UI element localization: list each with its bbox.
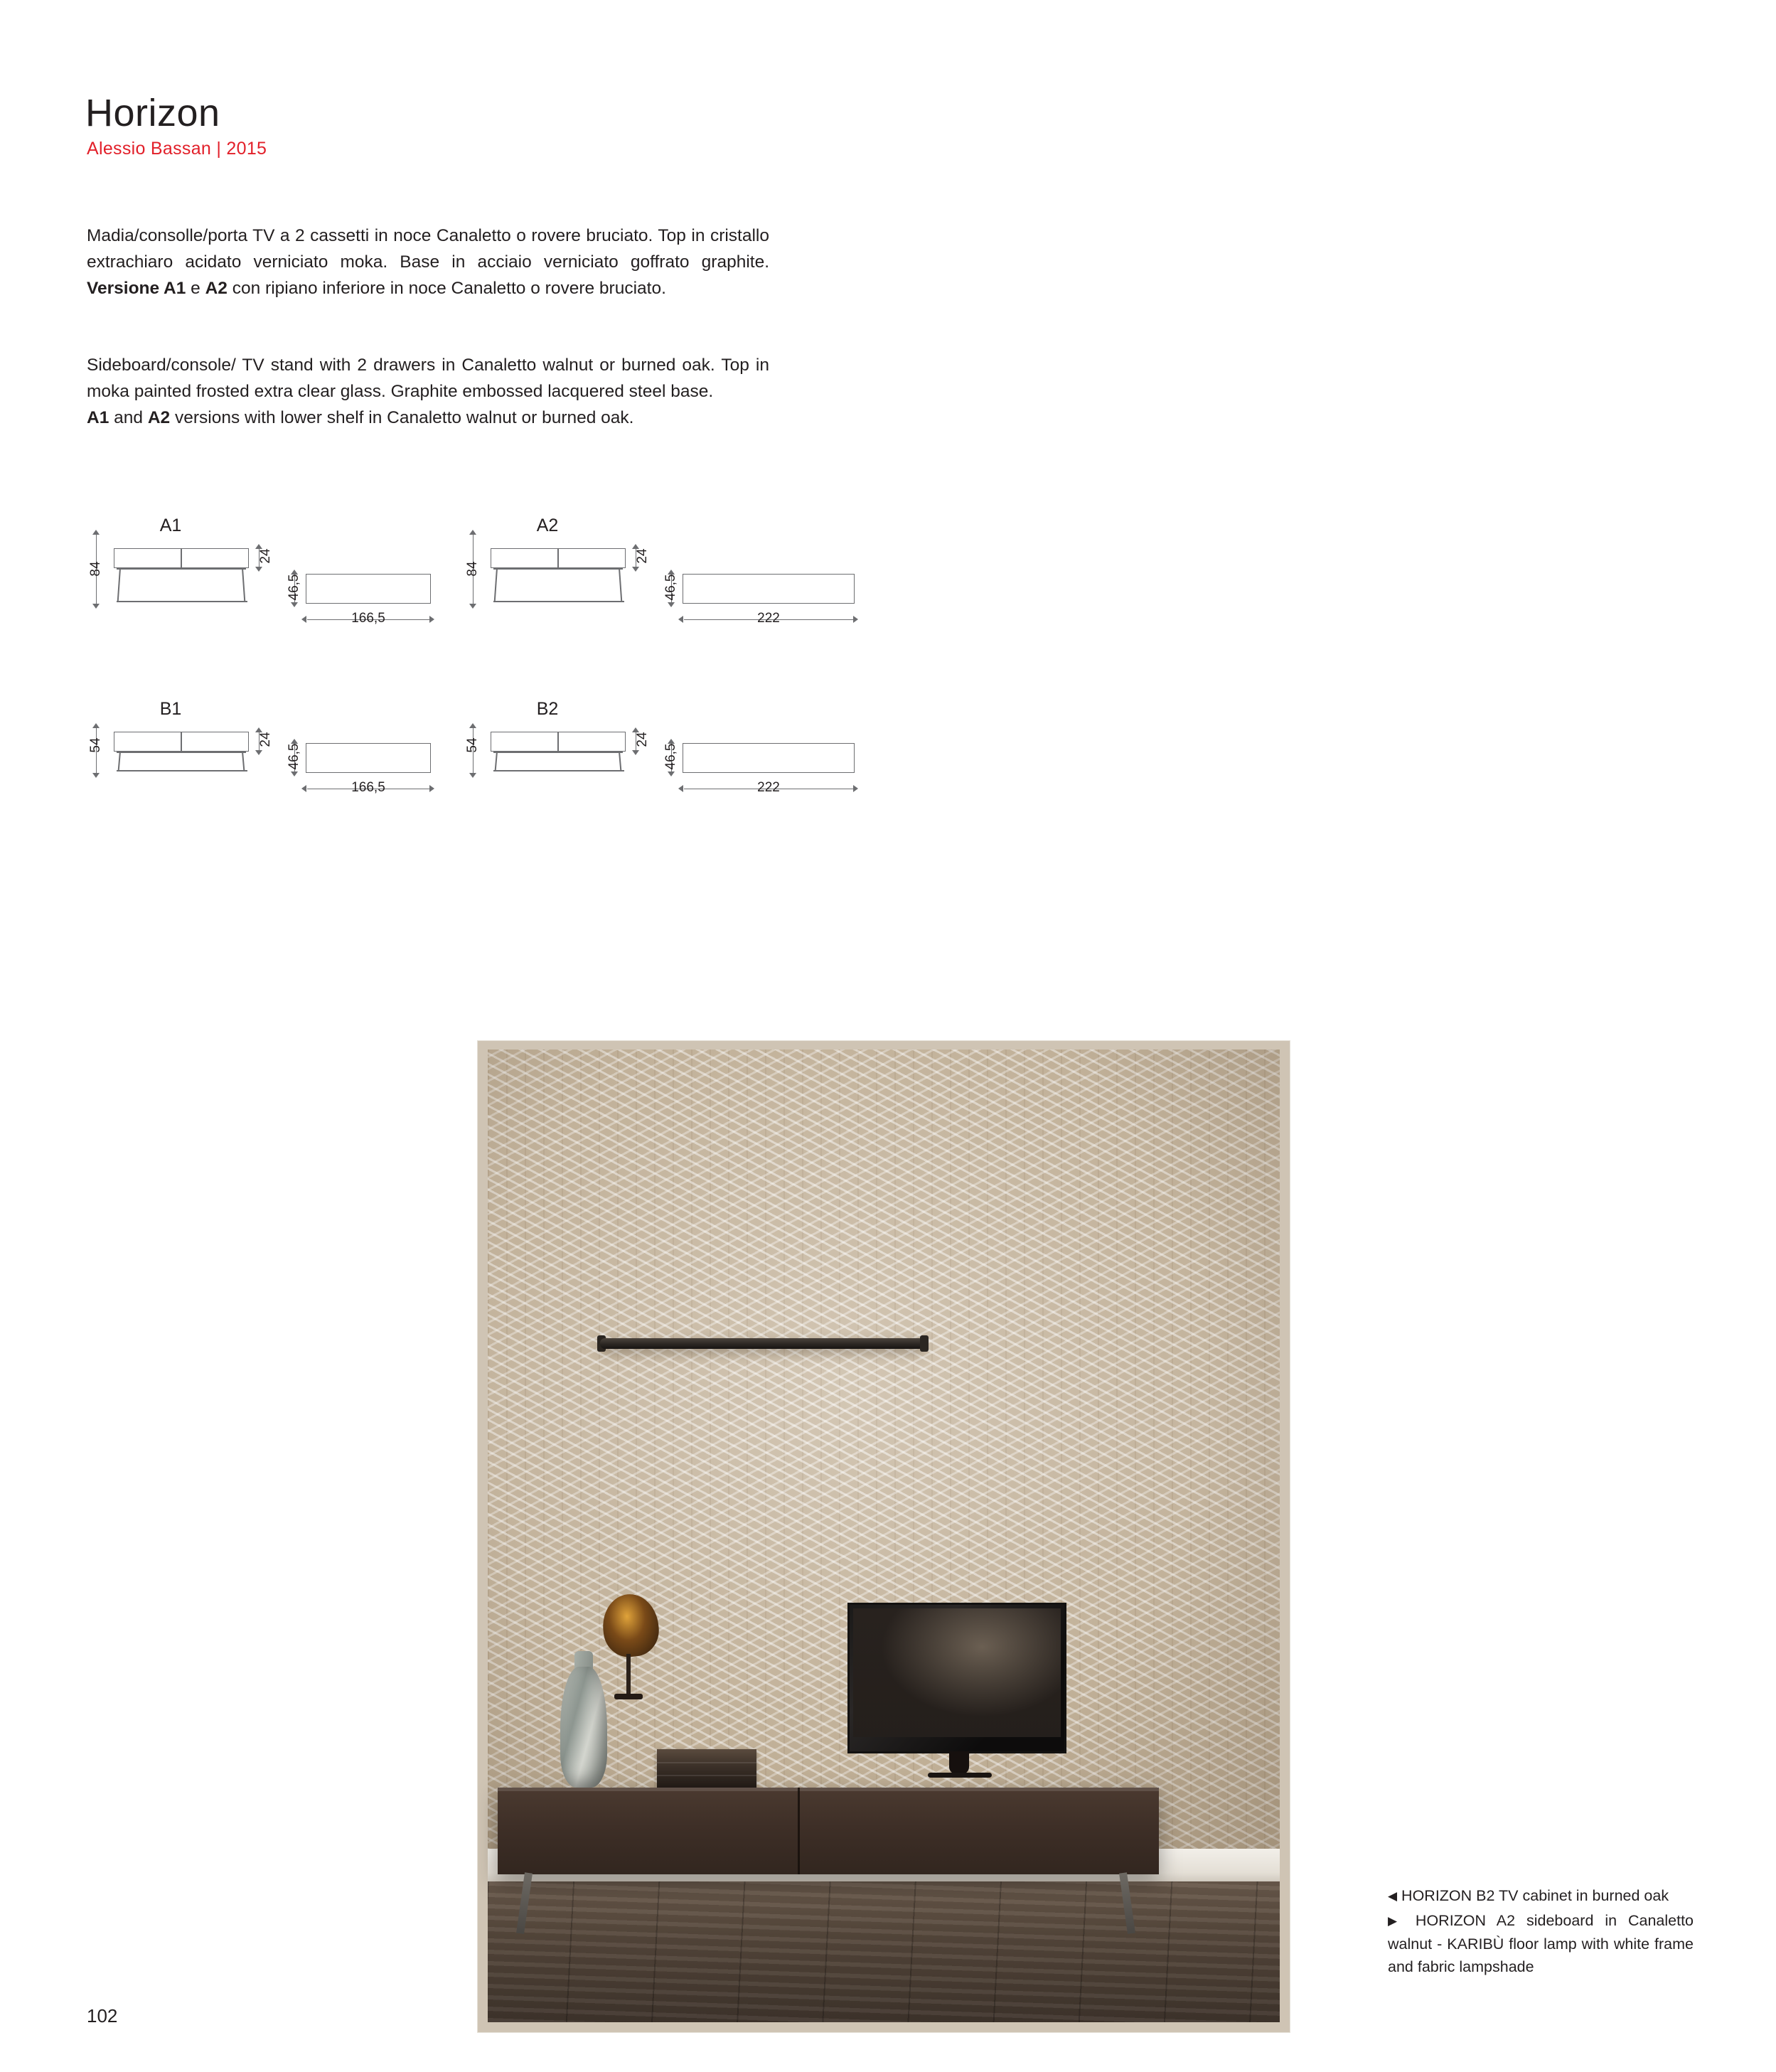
b1-width-value: 166,5 — [351, 780, 385, 795]
a2-height-value: 84 — [465, 561, 480, 577]
a1-height-arrow-top — [92, 530, 100, 535]
a2-thickness-value: 24 — [635, 548, 650, 564]
a1-floor-line — [117, 601, 247, 602]
b1-width-arrow-right — [429, 785, 434, 792]
b2-floor-line — [493, 770, 624, 771]
b1-depth-value: 46,5 — [287, 743, 301, 770]
b2-height-arrow-bottom — [469, 773, 476, 778]
tv-stand — [949, 1751, 969, 1774]
b2-front-shelf — [493, 752, 623, 753]
b1-height-value: 54 — [88, 737, 103, 753]
a1-leg-left — [117, 568, 121, 602]
stacked-books — [657, 1749, 756, 1788]
cabinet-top-highlight — [498, 1788, 1159, 1791]
b2-thickness-value: 24 — [635, 732, 650, 747]
b2-height-value: 54 — [465, 737, 480, 753]
wall-lamp-cap-right — [920, 1335, 929, 1352]
description-italian-bold1: Versione A1 — [87, 279, 186, 298]
b1-front-shelf — [117, 752, 246, 753]
a1-width-value: 166,5 — [351, 611, 385, 626]
caption-line-1-text: HORIZON B2 TV cabinet in burned oak — [1397, 1887, 1669, 1904]
description-english-mid1: and — [109, 408, 148, 427]
horizon-cabinet — [498, 1788, 1159, 1874]
description-english-part1: Sideboard/console/ TV stand with 2 drawers in Canaletto walnut or burned oak. Top in moka painted frosted extra clear glass. Graphite embossed lacquered steel base. — [87, 356, 769, 401]
b1-leg-left — [118, 752, 121, 771]
b2-width-arrow-right — [853, 785, 858, 792]
b1-floor-line — [117, 770, 247, 771]
a1-thickness-value: 24 — [258, 548, 273, 564]
shell-base — [614, 1694, 643, 1699]
caption-line-2 — [1388, 1909, 1694, 1978]
b2-height-arrow-top — [469, 723, 476, 728]
drawing-a2-label: A2 — [536, 516, 559, 535]
cabinet-drawer-seam — [798, 1788, 800, 1874]
a1-front-divider — [181, 548, 182, 568]
b1-height-arrow-bottom — [92, 773, 100, 778]
a1-height-arrow-bottom — [92, 604, 100, 609]
description-english-bold1: A1 — [87, 408, 109, 427]
b2-leg-right — [619, 752, 621, 771]
a2-leg-left — [494, 568, 498, 602]
a2-width-arrow-right — [853, 616, 858, 623]
b1-height-arrow-top — [92, 723, 100, 728]
drawing-b1-label: B1 — [159, 699, 182, 719]
description-italian — [87, 223, 769, 301]
b2-depth-value: 46,5 — [663, 743, 678, 770]
a2-width-arrow-left — [678, 616, 683, 623]
wooden-floor — [488, 1881, 1280, 2022]
drawing-a1-label: A1 — [159, 516, 182, 535]
photo-caption — [1388, 1884, 1694, 1978]
a1-width-arrow-right — [429, 616, 434, 623]
drawing-b2-label: B2 — [536, 699, 559, 719]
description-italian-mid1: e — [186, 279, 205, 298]
a1-height-value: 84 — [88, 561, 103, 577]
designer-year: Alessio Bassan | 2015 — [87, 139, 267, 159]
b2-front-divider — [557, 732, 559, 752]
a1-width-arrow-left — [301, 616, 306, 623]
description-english-part2: versions with lower shelf in Canaletto walnut or burned oak. — [170, 408, 634, 427]
left-triangle-icon: ◀ — [1388, 1889, 1398, 1903]
a1-front-shelf — [117, 568, 246, 570]
b1-width-arrow-left — [301, 785, 306, 792]
wall-lamp — [600, 1338, 924, 1349]
a2-depth-value: 46,5 — [663, 574, 678, 601]
product-photo — [478, 1041, 1290, 2032]
b2-width-value: 222 — [757, 780, 780, 795]
b1-plan-box — [306, 743, 431, 773]
page-number: 102 — [87, 2005, 118, 2026]
description-english — [87, 352, 769, 431]
description-italian-part2: con ripiano inferiore in noce Canaletto o rovere bruciato. — [227, 279, 666, 298]
description-english-bold2: A2 — [147, 408, 171, 427]
a1-leg-right — [242, 568, 245, 602]
description-italian-bold2: A2 — [205, 279, 228, 298]
description-italian-part1: Madia/consolle/porta TV a 2 cassetti in noce Canaletto o rovere bruciato. Top in cristallo extrachiaro acidato verniciato moka. Base in acciaio verniciato goffrato graphite. — [87, 226, 769, 272]
a2-width-value: 222 — [757, 611, 780, 626]
b1-leg-right — [242, 752, 245, 771]
a2-front-divider — [557, 548, 559, 568]
a2-leg-right — [619, 568, 622, 602]
a1-plan-box — [306, 574, 431, 604]
b2-plan-box — [683, 743, 855, 773]
a2-height-arrow-bottom — [469, 604, 476, 609]
a2-plan-box — [683, 574, 855, 604]
b2-leg-left — [495, 752, 498, 771]
caption-line-1 — [1388, 1884, 1694, 1908]
page-title: Horizon — [85, 92, 220, 134]
book-seam-1 — [657, 1762, 756, 1763]
shell-stand — [626, 1654, 631, 1695]
glass-vase — [560, 1667, 607, 1788]
a2-height-arrow-top — [469, 530, 476, 535]
a1-depth-value: 46,5 — [287, 574, 301, 601]
a2-front-shelf — [493, 568, 623, 570]
book-seam-2 — [657, 1775, 756, 1776]
b1-front-divider — [181, 732, 182, 752]
tv-foot — [928, 1773, 992, 1778]
technical-drawings — [85, 516, 938, 800]
a2-floor-line — [493, 601, 624, 602]
television — [847, 1603, 1066, 1753]
b2-width-arrow-left — [678, 785, 683, 792]
caption-line-2-text: HORIZON A2 sideboard in Canaletto walnut - KARIBÙ floor lamp with white frame and fabric lampshade — [1388, 1912, 1694, 1975]
right-triangle-icon: ▶ — [1388, 1914, 1405, 1928]
tv-screen — [853, 1608, 1061, 1737]
b1-thickness-value: 24 — [258, 732, 273, 747]
